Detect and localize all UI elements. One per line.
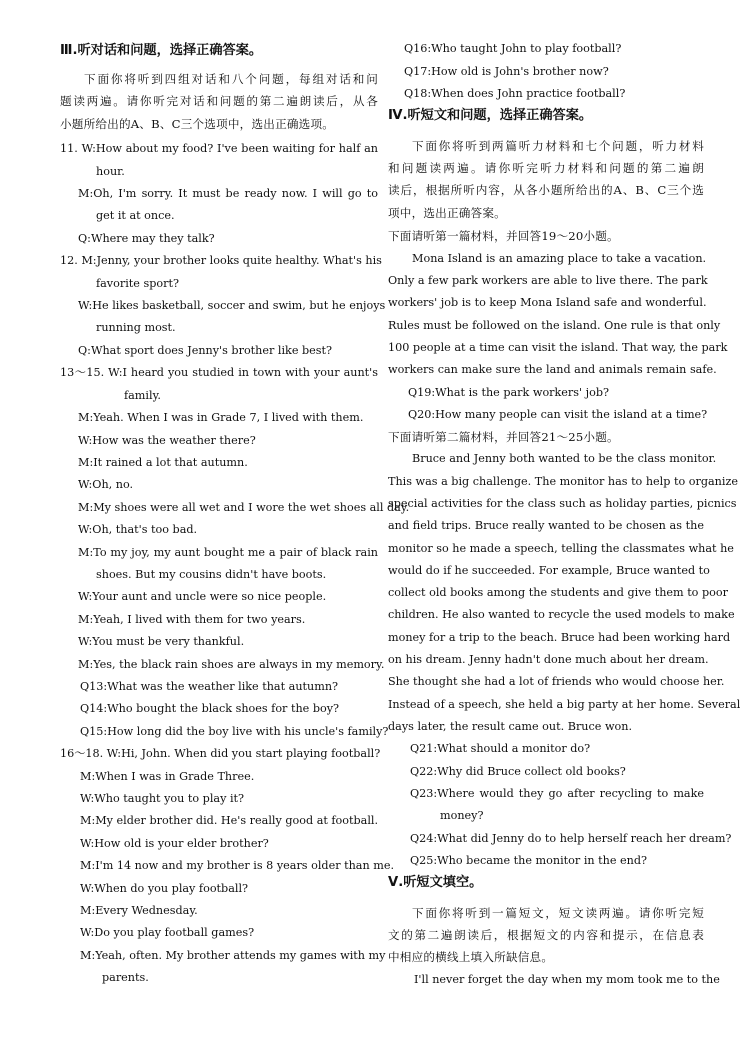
- text-line: 项中，选出正确答案。: [388, 206, 506, 220]
- text-line: 100 people at a time can visit the island. That way, the park: [388, 341, 728, 354]
- section-heading: Ⅲ.听对话和问题，选择正确答案。: [60, 43, 263, 58]
- text-line: 读后，根据所听内容，从各小题所给出的A、B、C三个选: [388, 183, 704, 197]
- text-line: Q:Where may they talk?: [78, 232, 215, 245]
- text-line: 题读两遍。请你听完对话和问题的第二遍朗读后，从各: [60, 94, 378, 108]
- text-line: M:My shoes were all wet and I wore the wet shoes all day.: [78, 501, 410, 514]
- text-line: 下面请听第一篇材料，并回答19～20小题。: [388, 229, 619, 243]
- text-line: W:You must be very thankful.: [78, 635, 245, 648]
- text-line: Q19:What is the park workers' job?: [408, 386, 610, 399]
- text-line: Q:What sport does Jenny's brother like best?: [78, 344, 333, 357]
- text-line: W:Who taught you to play it?: [80, 792, 245, 805]
- text-line: M:To my joy, my aunt bought me a pair of black rain: [78, 546, 378, 559]
- text-line: workers can make sure the land and animals remain safe.: [388, 363, 717, 376]
- text-line: 13～15. W:I heard you studied in town with your aunt's: [60, 366, 378, 379]
- text-line: Q14:Who bought the black shoes for the boy?: [80, 702, 340, 715]
- text-line: M:Yeah, I lived with them for two years.: [78, 613, 306, 626]
- text-line: Q16:Who taught John to play football?: [404, 42, 622, 55]
- text-line: Instead of a speech, she held a big party at her home. Several: [388, 698, 741, 711]
- text-line: Q21:What should a monitor do?: [410, 742, 591, 755]
- text-line: This was a big challenge. The monitor has to help to organize: [388, 475, 738, 488]
- text-line: W:Do you play football games?: [80, 926, 255, 939]
- text-line: Q13:What was the weather like that autumn?: [80, 680, 339, 693]
- text-line: M:Yes, the black rain shoes are always in my memory.: [78, 658, 385, 671]
- text-line: Q23:Where would they go after recycling to make: [410, 787, 704, 800]
- text-line: money for a trip to the beach. Bruce had been working hard: [388, 631, 731, 644]
- text-line: W:Oh, no.: [78, 478, 134, 491]
- text-line: days later, the result came out. Bruce won.: [388, 720, 633, 733]
- text-line: get it at once.: [96, 209, 175, 222]
- text-line: M:Every Wednesday.: [80, 904, 198, 917]
- text-line: on his dream. Jenny hadn't done much about her dream.: [388, 653, 709, 666]
- text-line: 文的第二遍朗读后，根据短文的内容和提示，在信息表: [388, 928, 704, 942]
- text-line: Mona Island is an amazing place to take a vacation.: [412, 252, 707, 265]
- text-line: Q17:How old is John's brother now?: [404, 65, 609, 78]
- text-line: hour.: [96, 165, 125, 178]
- text-line: Q22:Why did Bruce collect old books?: [410, 765, 626, 778]
- text-line: favorite sport?: [96, 277, 179, 290]
- text-line: running most.: [96, 321, 176, 334]
- text-line: 下面你将听到四组对话和八个问题，每组对话和问: [84, 72, 378, 86]
- text-line: M:It rained a lot that autumn.: [78, 456, 248, 469]
- text-line: money?: [440, 809, 484, 822]
- text-line: W:Your aunt and uncle were so nice people.: [78, 590, 327, 603]
- section-heading: Ⅳ.听短文和问题，选择正确答案。: [388, 108, 593, 123]
- text-line: 下面你将听到一篇短文，短文读两遍。请你听完短: [412, 906, 704, 920]
- text-line: 12. M:Jenny, your brother looks quite healthy. What's his: [60, 254, 382, 267]
- text-line: M:I'm 14 now and my brother is 8 years older than me.: [80, 859, 395, 872]
- text-line: M:When I was in Grade Three.: [80, 770, 255, 783]
- text-line: Q24:What did Jenny do to help herself reach her dream?: [410, 832, 732, 845]
- text-line: W:He likes basketball, soccer and swim, but he enjoys: [78, 299, 386, 312]
- text-line: M:My elder brother did. He's really good at football.: [80, 814, 379, 827]
- text-line: Q25:Who became the monitor in the end?: [410, 854, 648, 867]
- section-heading: Ⅴ.听短文填空。: [388, 875, 483, 890]
- text-line: 下面你将听到两篇听力材料和七个问题，听力材料: [412, 139, 704, 153]
- text-line: parents.: [102, 971, 149, 984]
- text-line: 下面请听第二篇材料，并回答21～25小题。: [388, 430, 619, 444]
- text-line: Q15:How long did the boy live with his uncle's family?: [80, 725, 389, 738]
- text-line: W:How was the weather there?: [78, 434, 256, 447]
- text-line: I'll never forget the day when my mom took me to the: [414, 973, 720, 986]
- text-line: workers' job is to keep Mona Island safe and wonderful.: [388, 296, 707, 309]
- text-line: collect old books among the students and give them to poor: [388, 586, 728, 599]
- text-line: shoes. But my cousins didn't have boots.: [96, 568, 327, 581]
- text-line: She thought she had a lot of friends who would choose her.: [388, 675, 725, 688]
- text-line: Bruce and Jenny both wanted to be the class monitor.: [412, 452, 717, 465]
- text-line: M:Yeah, often. My brother attends my games with my: [80, 949, 386, 962]
- text-line: 小题所给出的A、B、C三个选项中，选出正确选项。: [60, 117, 335, 131]
- text-line: and field trips. Bruce really wanted to be chosen as the: [388, 519, 704, 532]
- text-line: W:How old is your elder brother?: [80, 837, 269, 850]
- text-line: W:Oh, that's too bad.: [78, 523, 198, 536]
- text-line: Only a few park workers are able to live there. The park: [388, 274, 708, 287]
- text-line: monitor so he made a speech, telling the classmates what he: [388, 542, 734, 555]
- text-line: children. He also wanted to recycle the used models to make: [388, 608, 735, 621]
- text-line: would do if he succeeded. For example, Bruce wanted to: [388, 564, 710, 577]
- text-line: M:Oh, I'm sorry. It must be ready now. I will go to: [78, 187, 378, 200]
- text-line: 16～18. W:Hi, John. When did you start playing football?: [60, 747, 381, 760]
- text-line: Rules must be followed on the island. One rule is that only: [388, 319, 721, 332]
- text-line: Q18:When does John practice football?: [404, 87, 626, 100]
- text-line: 11. W:How about my food? I've been waiting for half an: [60, 142, 378, 155]
- text-line: W:When do you play football?: [80, 882, 249, 895]
- text-line: Q20:How many people can visit the island at a time?: [408, 408, 708, 421]
- text-line: M:Yeah. When I was in Grade 7, I lived with them.: [78, 411, 364, 424]
- text-line: special activities for the class such as holiday parties, picnics: [388, 497, 737, 510]
- text-line: 和问题读两遍。请你听完听力材料和问题的第二遍朗: [388, 161, 704, 175]
- text-line: 中相应的横线上填入所缺信息。: [388, 950, 554, 964]
- text-line: family.: [124, 389, 161, 402]
